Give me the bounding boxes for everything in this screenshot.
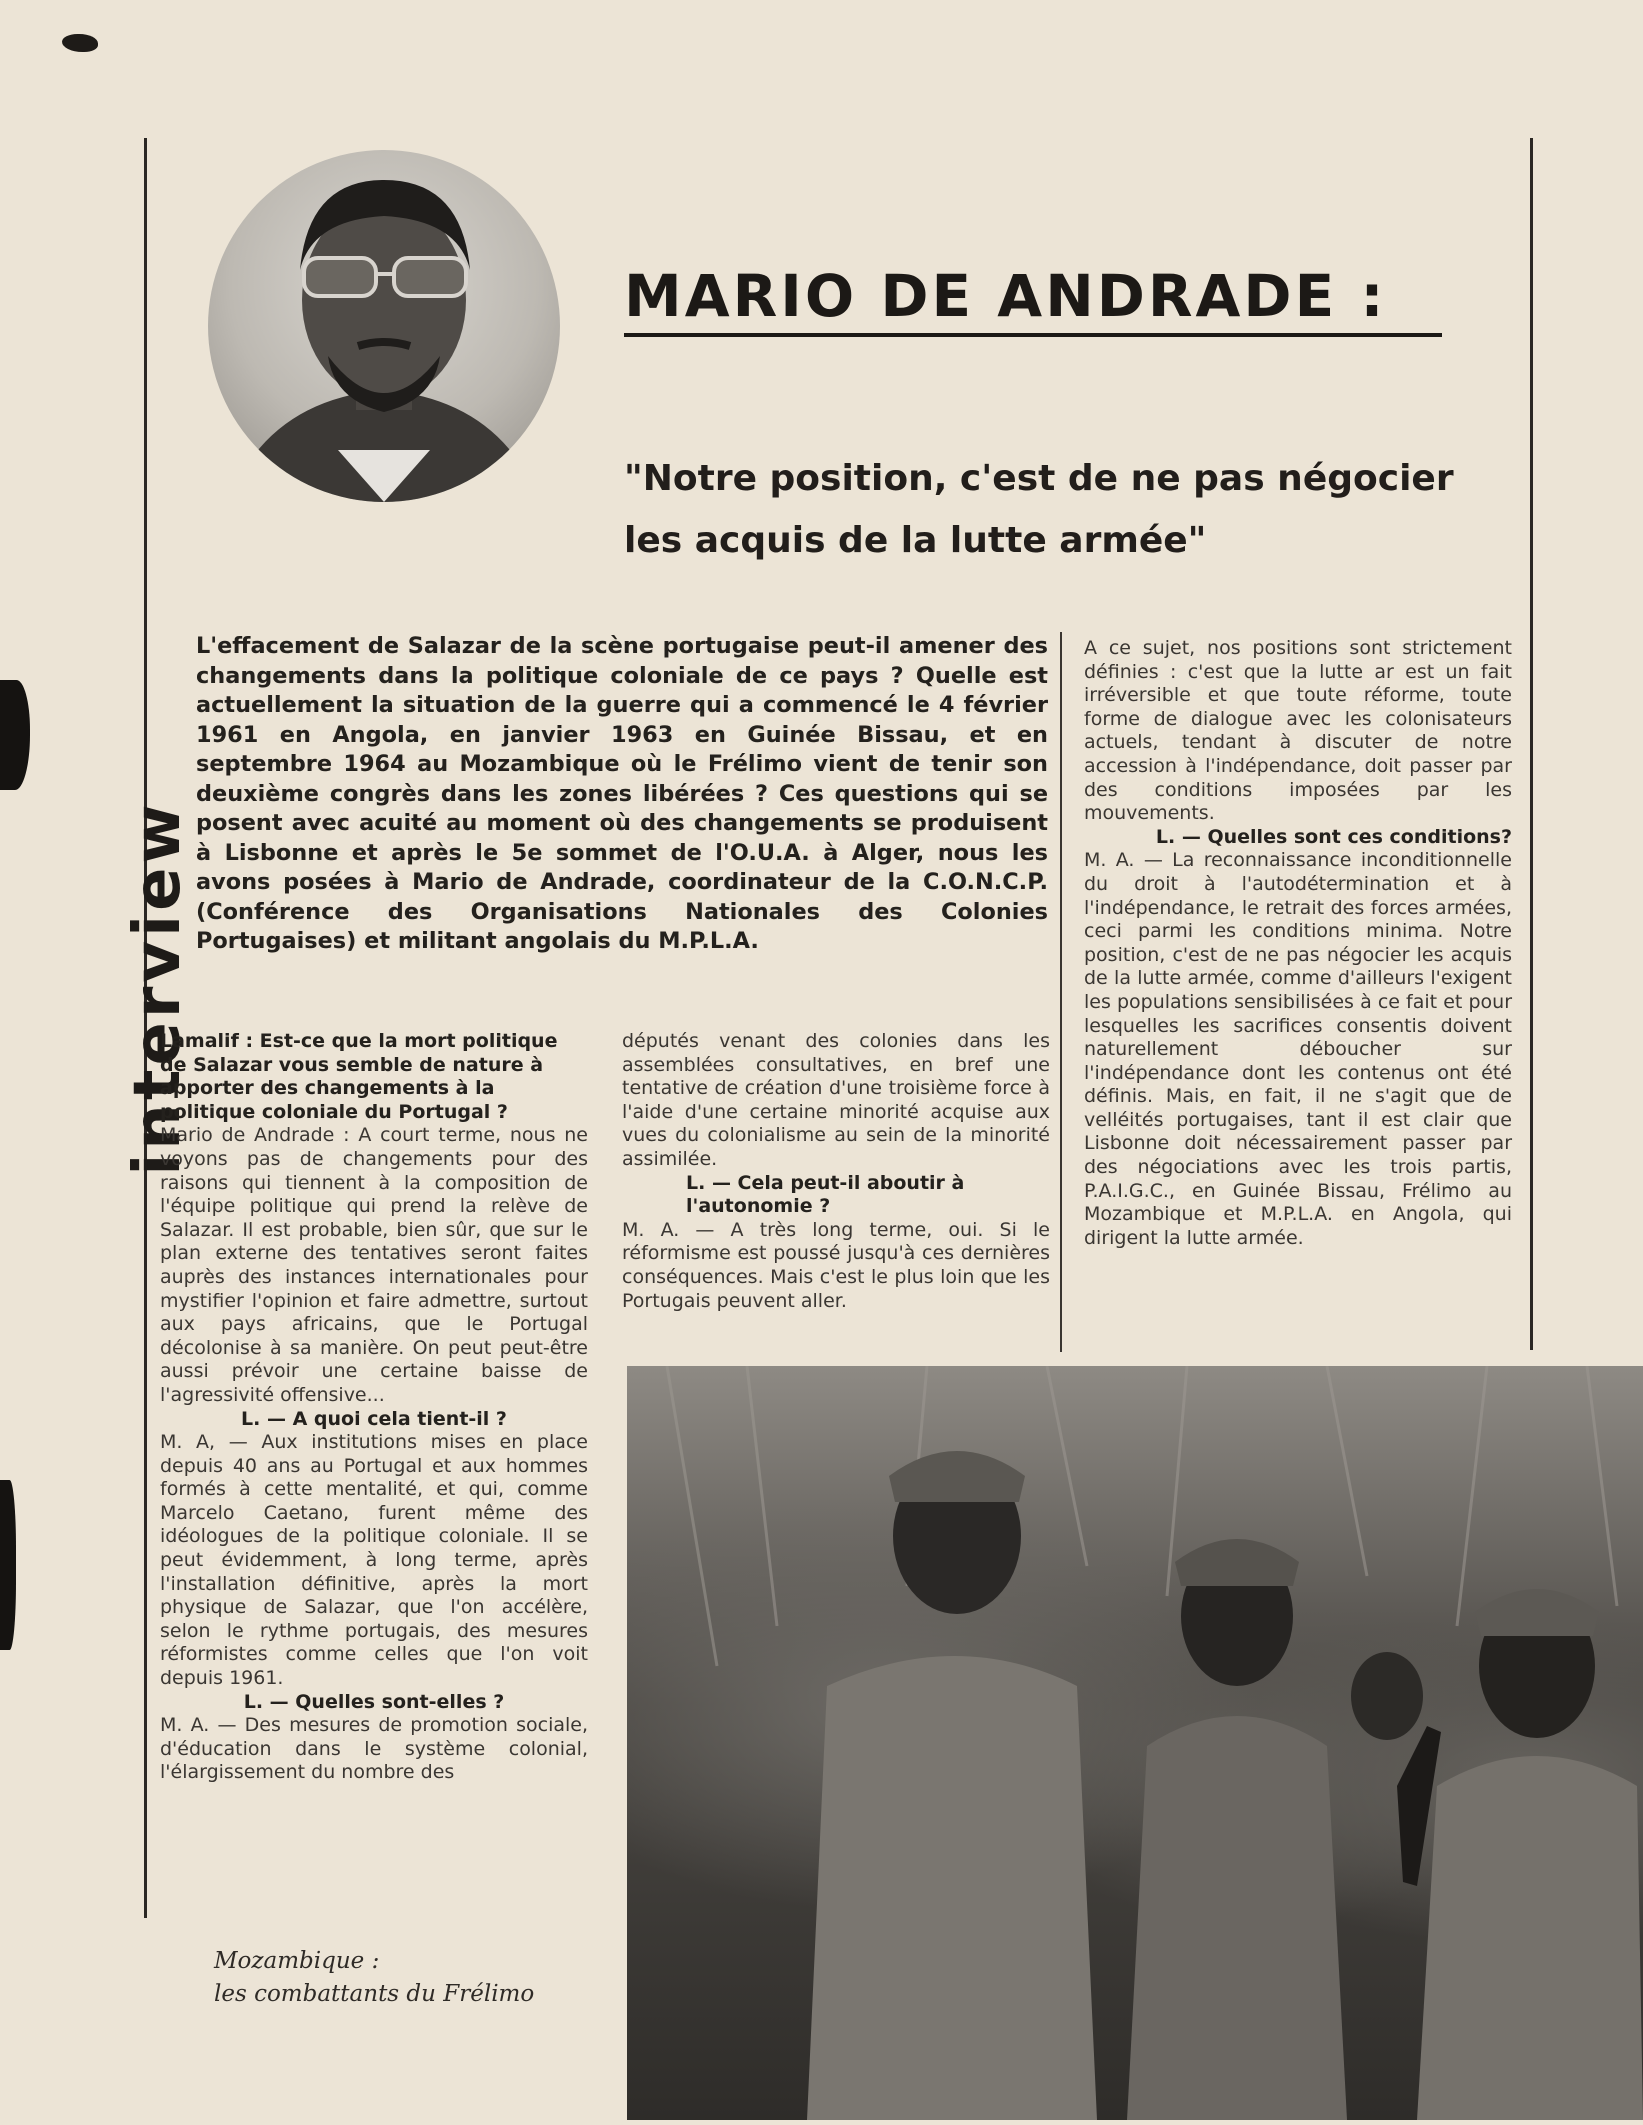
answer: M. A. — A très long terme, oui. Si le réformisme est poussé jusqu'à ces dernières conséquences. Mais c'est le plus loin que les Portugais peuvent aller. [622, 1218, 1050, 1312]
question: Lamalif : Est-ce que la mort politique de Salazar vous semble de nature à apporter des changements à la politique coloniale du Portugal ? [160, 1030, 558, 1123]
text-column-1 [160, 1030, 588, 1785]
section-label: interview [121, 800, 195, 1176]
fighters-illustration [627, 1366, 1643, 2120]
answer: M. A. — Des mesures de promotion sociale, d'éducation dans le système colonial, l'élargissement du nombre des [160, 1714, 588, 1784]
question: L. — Quelles sont-elles ? [243, 1690, 505, 1713]
text-column-2 [622, 1030, 1050, 1313]
answer: Mario de Andrade : A court terme, nous ne voyons pas de changements pour des raisons qui tiennent à la composition de l'équipe politique qui prend la relève de Salazar. Il est probable, bien sûr, que sur le plan externe des tentatives seront faites auprès des instances internationales pour mystifier l'opinion et faire admettre, surtout aux pays africains, que le Portugal décolonise à sa manière. On peut peut-être aussi prévoir une certaine baisse de l'agressivité offensive... [160, 1124, 588, 1406]
intro-paragraph: L'effacement de Salazar de la scène portugaise peut-il amener des changements dans la politique coloniale de ce pays ? Quelle est actuellement la situation de la guerre qui a commencé le 4 février 1961 en Angola, en janvier 1963 en Guinée Bissau, et en septembre 1964 au Mozambique où le Frélimo vient de tenir son deuxième congrès dans les zones libérées ? Ces questions qui se posent avec acuité au moment où des changements se produisent à Lisbonne et après le 5e sommet de l'O.U.A. à Alger, nous les avons posées à Mario de Andrade, coordinateur de la C.O.N.C.P. (Conférence des Organisations Nationales des Colonies Portugaises) et militant angolais du M.P.L.A. [196, 633, 1048, 954]
question: L. — Quelles sont ces conditions? [1155, 825, 1512, 848]
caption-line: Mozambique : [214, 1948, 380, 1974]
edge-stain [0, 1480, 16, 1650]
caption-line: les combattants du Frélimo [214, 1981, 535, 2007]
headline-underline [624, 333, 1442, 337]
answer: députés venant des colonies dans les assemblées consultatives, en bref une tentative de création d'une troisième force à l'aide d'une certaine minorité acquise aux vues du colonialisme au sein de la minorité assimilée. [622, 1030, 1050, 1170]
portrait-photo [208, 150, 560, 502]
ink-speck [62, 34, 98, 52]
question: L. — A quoi cela tient-il ? [241, 1407, 507, 1430]
answer: M. A, — Aux institutions mises en place depuis 40 ans au Portugal et aux hommes formés à cette mentalité, et qui, comme Marcelo Caetano, furent même des idéologues de la politique coloniale. Il se peut évidemment, à long terme, après l'installation définitive, après la mort physique de Salazar, que l'on accélère, selon le rythme portugais, des mesures réformistes comme celles que l'on voit depuis 1961. [160, 1431, 588, 1690]
right-column-rule [1530, 138, 1533, 1350]
middle-column-rule [1060, 632, 1062, 1352]
answer: M. A. — La reconnaissance inconditionnelle du droit à l'autodétermination et à l'indépendance, le retrait des forces armées, ceci parmi les conditions minima. Notre position, c'est de ne pas négocier les acquis de la lutte armée, comme d'ailleurs l'exigent les populations sensibilisées à ce fait et pour lesquelles les sacrifices consentis doivent naturellement déboucher sur l'indépendance dont les contenus ont été définis. Mais, en fait, il ne s'agit que de velléités portugaises, tant il est clair que Lisbonne doit nécessairement passer par des négociations avec les trois partis, P.A.I.G.C., en Guinée Bissau, Frélimo au Mozambique et M.P.L.A. en Angola, qui dirigent la lutte armée. [1084, 849, 1512, 1249]
answer: A ce sujet, nos positions sont strictement définies : c'est que la lutte ar est un fait irréversible et que toute réforme, toute forme de dialogue avec les colonisateurs actuels, tendant à discuter de notre accession à l'indépendance, doit passer par des conditions imposées par les mouvements. [1084, 637, 1512, 825]
subheadline-line: "Notre position, c'est de ne pas négocier [624, 458, 1454, 499]
text-column-3 [1084, 637, 1512, 1250]
headline: MARIO DE ANDRADE : [624, 262, 1387, 330]
question: L. — Cela peut-il aboutir à l'autonomie ? [686, 1171, 965, 1218]
subheadline [624, 448, 1524, 572]
photo-caption [214, 1945, 594, 2011]
fighters-photo [627, 1366, 1643, 2120]
edge-stain [0, 680, 30, 790]
portrait-illustration [208, 150, 560, 502]
subheadline-line: les acquis de la lutte armée" [624, 520, 1207, 561]
